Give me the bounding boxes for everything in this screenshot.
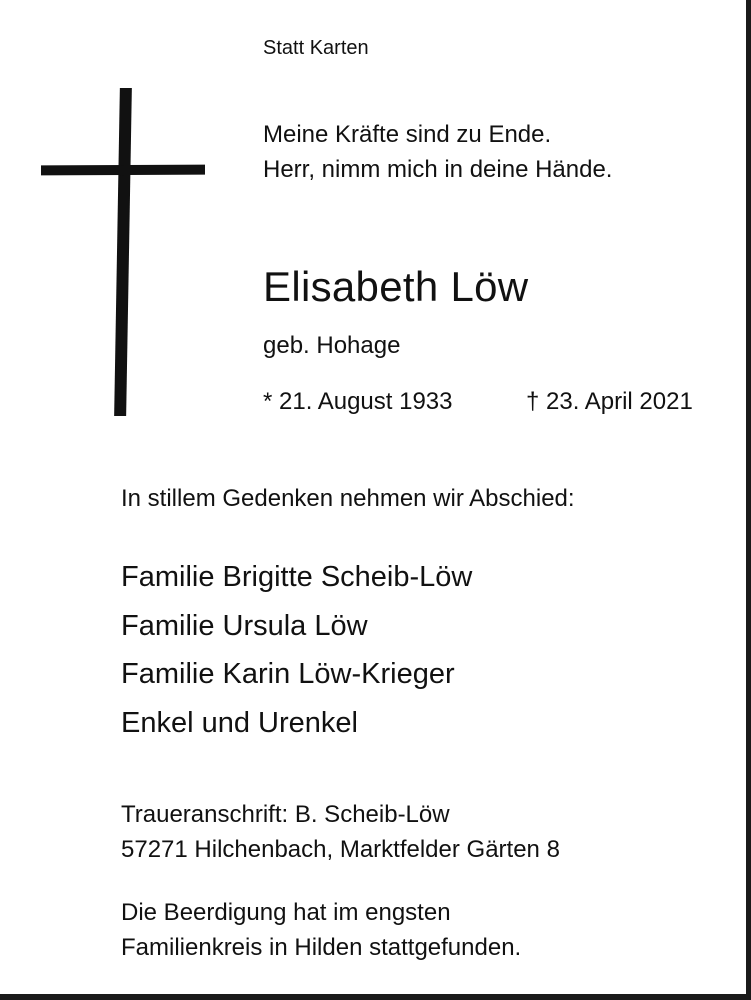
funeral-info-line-2: Familienkreis in Hilden stattgefunden. bbox=[121, 934, 522, 961]
address-line-1: Traueranschrift: B. Scheib-Löw bbox=[121, 801, 450, 828]
cross-vertical-bar bbox=[114, 88, 132, 416]
mourner-line: Familie Ursula Löw bbox=[121, 610, 368, 642]
birth-date: * 21. August 1933 bbox=[263, 388, 453, 415]
cross-horizontal-bar bbox=[41, 165, 205, 176]
mourner-line: Enkel und Urenkel bbox=[121, 707, 358, 739]
verse-line-2: Herr, nimm mich in deine Hände. bbox=[263, 156, 613, 183]
verse-line-1: Meine Kräfte sind zu Ende. bbox=[263, 121, 552, 148]
address-line-2: 57271 Hilchenbach, Marktfelder Gärten 8 bbox=[121, 836, 560, 863]
maiden-name: geb. Hohage bbox=[263, 332, 401, 359]
mourner-line: Familie Brigitte Scheib-Löw bbox=[121, 561, 473, 593]
header-statt-karten: Statt Karten bbox=[263, 37, 369, 59]
mourner-line: Familie Karin Löw-Krieger bbox=[121, 658, 455, 690]
death-date: † 23. April 2021 bbox=[526, 388, 693, 415]
farewell-intro: In stillem Gedenken nehmen wir Abschied: bbox=[121, 485, 575, 512]
funeral-info-line-1: Die Beerdigung hat im engsten bbox=[121, 899, 451, 926]
deceased-name: Elisabeth Löw bbox=[263, 263, 529, 310]
